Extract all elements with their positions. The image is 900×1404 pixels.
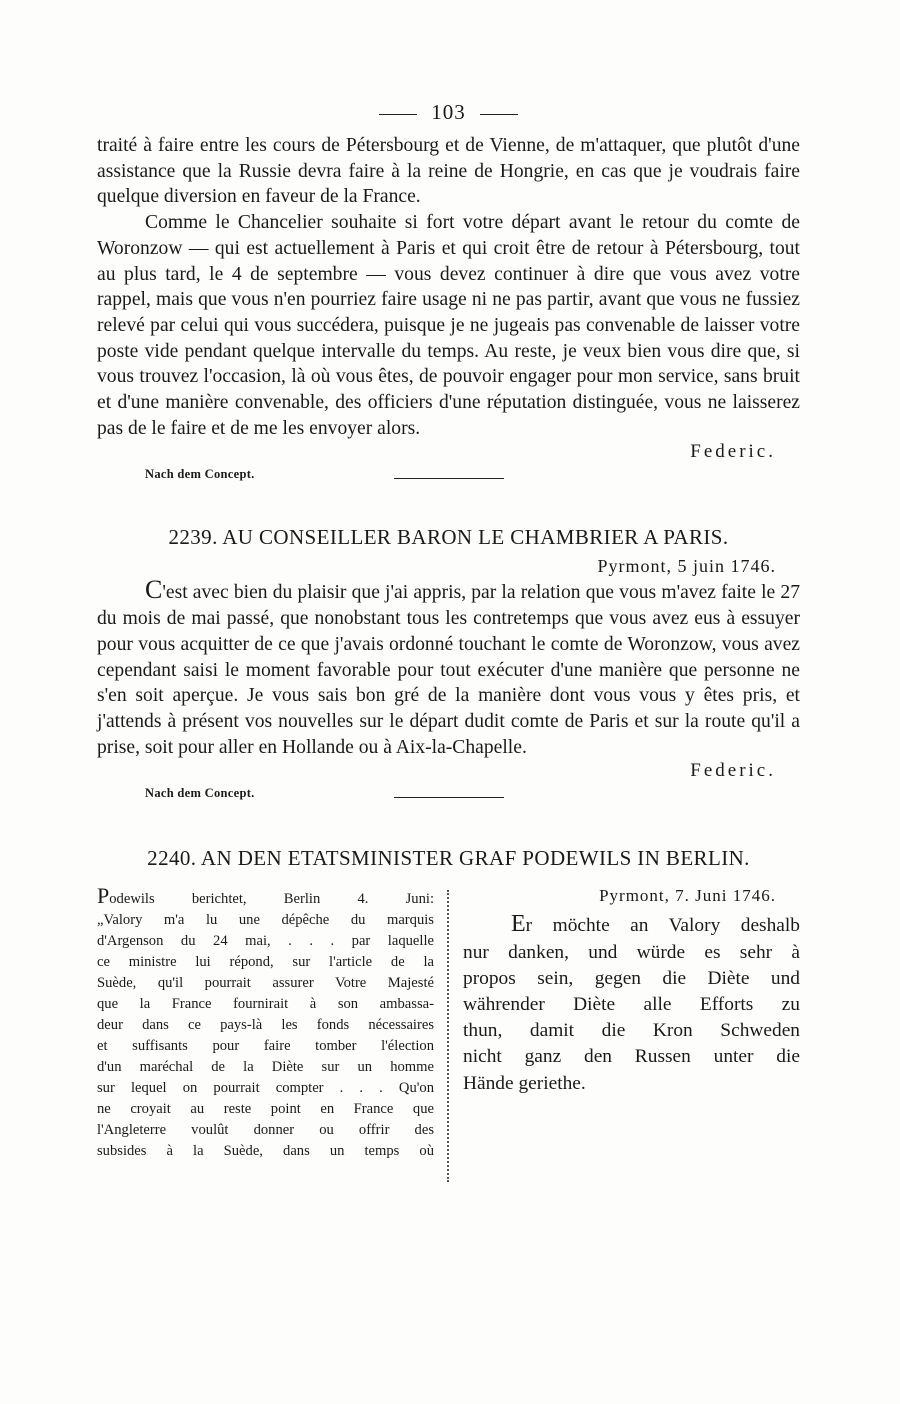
signature-row-2239 xyxy=(97,760,800,786)
letter-2240-place-date: Pyrmont, 7. Juni 1746. xyxy=(599,886,776,906)
two-column-section xyxy=(97,885,800,1185)
right-line: nur danken, und würde es sehr à xyxy=(463,941,800,963)
column-divider xyxy=(447,890,449,1182)
left-line: deur dans ce pays-là les fonds nécessaires xyxy=(97,1017,434,1034)
letter-2239-dropcap: C xyxy=(145,575,163,605)
letter-2238-paragraph-1: traité à faire entre les cours de Pétersbourg et de Vienne, de m'attaquer, que plutôt d'une assistance que la Russie devra faire à la reine de Hongrie, en cas que je voudrais faire quelque diversion en faveur de la France. xyxy=(97,135,800,208)
right-column-reply xyxy=(463,885,800,1096)
signature-2238: Federic. xyxy=(690,441,776,463)
signature-row-2238 xyxy=(97,441,800,467)
right-line: nicht ganz den Russen unter die xyxy=(463,1046,800,1068)
left-line: d'un maréchal de la Diète sur un homme xyxy=(97,1059,434,1076)
letter-2239-place-date: Pyrmont, 5 juin 1746. xyxy=(597,556,776,577)
source-note-2238: Nach dem Concept. xyxy=(145,467,255,482)
left-line: Suède, qu'il pourrait assurer Votre Majesté xyxy=(97,975,434,992)
letter-2238-paragraph-2: Comme le Chancelier souhaite si fort votre départ avant le retour du comte de Woronzow — qui est actuellement à Paris et qui croit être de retour à Pétersbourg, tout au plus tard, le 4 de septembre — vous devez continuer à dire que vous avez votre rappel, mais que vous n'en pourriez faire usage ni ne pas partir, avant que vous ne fussiez relevé par celui qui vous succédera, puisque je ne jugeais pas convenable de laisser votre poste vide pendant quelque intervalle du temps. Au reste, je veux bien vous dire que, si vous trouvez l'occasion, là où vous êtes, de pouvoir engager pour mon service, sans bruit et d'une manière convenable, des officiers d'une réputation distinguée, vous ne laisserez pas de le faire et de me les envoyer alors. xyxy=(97,212,800,439)
right-line: Er möchte an Valory deshalb xyxy=(511,911,800,938)
left-line: et suffisants pour faire tomber l'élection xyxy=(97,1038,434,1055)
letter-2240-title: 2240. AN DEN ETATSMINISTER GRAF PODEWILS IN BERLIN. xyxy=(147,846,750,871)
left-line: l'Angleterre voulût donner ou offrir des xyxy=(97,1122,434,1139)
left-line: subsides à la Suède, dans un temps où xyxy=(97,1143,434,1160)
left-dropcap: P xyxy=(97,883,110,909)
right-line: Hände geriethe. xyxy=(463,1072,586,1094)
page-number: 103 xyxy=(431,100,466,124)
right-line: propos sein, gegen die Diète und xyxy=(463,967,800,989)
left-line: „Valory m'a lu une dépêche du marquis xyxy=(97,912,434,929)
left-line: sur lequel on pourrait compter . . . Qu'on xyxy=(97,1080,434,1097)
right-line: währender Diète alle Efforts zu xyxy=(463,993,800,1015)
source-note-2239: Nach dem Concept. xyxy=(145,786,255,801)
section-divider-2 xyxy=(394,797,504,798)
left-line: d'Argenson du 24 mai, . . . par laquelle xyxy=(97,933,434,950)
header-dash-left xyxy=(379,114,417,115)
page-header xyxy=(97,100,800,125)
signature-2239: Federic. xyxy=(690,760,776,782)
section-divider-1 xyxy=(394,478,504,479)
letter-2239-text: 'est avec bien du plaisir que j'ai appris, par la relation que vous m'avez faite le 27 du mois de mai passé, que nonobstant tous les contretemps que vous avez eus à essuyer pour vous acquitter de ce que j'avais ordonné touchant le comte de Woronzow, vous avez cependant saisi le moment favorable pour tout exécuter d'une manière que personne ne s'en soit aperçue. Je vous sais bon gré de la manière dont vous vous y êtes pris, et j'attends à présent vos nouvelles sur le départ dudit comte de Paris et sur la route qu'il a prise, soit pour aller en Hollande ou à Aix-la-Chapelle. xyxy=(97,582,800,758)
left-line: que la France fournirait à son ambassa- xyxy=(97,996,434,1013)
letter-2239-body xyxy=(97,577,800,760)
right-dropcap: E xyxy=(511,911,526,938)
left-line: Podewils berichtet, Berlin 4. Juni: xyxy=(97,883,434,909)
right-line: thun, damit die Kron Schweden xyxy=(463,1020,800,1042)
document-page xyxy=(97,100,800,1185)
header-dash-right xyxy=(480,114,518,115)
left-line: ne croyait au reste point en France que xyxy=(97,1101,434,1118)
left-column-summary xyxy=(97,885,434,1162)
letter-2239-title: 2239. AU CONSEILLER BARON LE CHAMBRIER A PARIS. xyxy=(168,525,729,550)
left-line: ce ministre lui répond, sur l'article de la xyxy=(97,954,434,971)
